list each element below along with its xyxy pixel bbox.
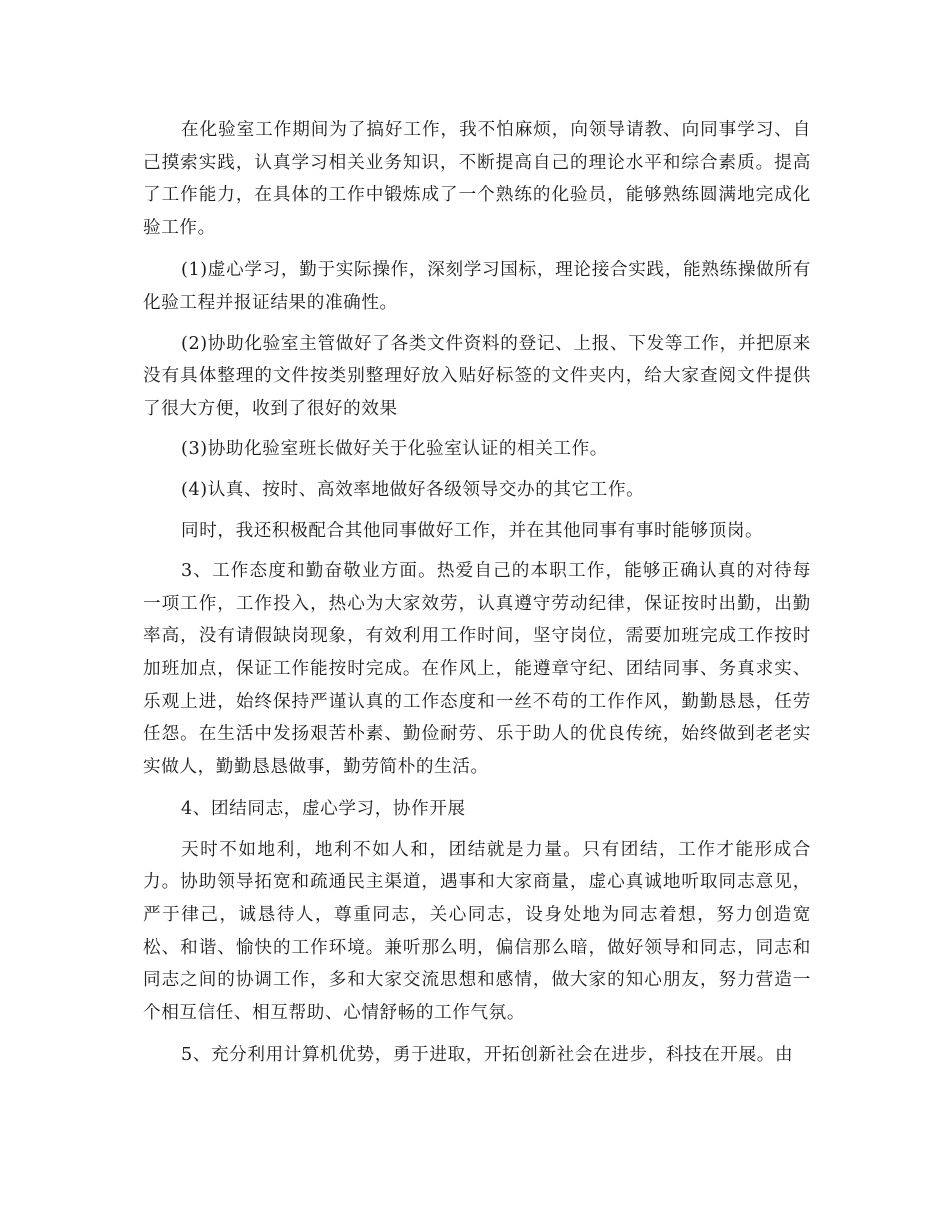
paragraph-section-3-attitude: 3、工作态度和勤奋敬业方面。热爱自己的本职工作，能够正确认真的对待每一项工作，工作投入，热心为大家效劳，认真遵守劳动纪律，保证按时出勤，出勤率高，没有请假缺岗现象，有效利用工作时间，坚守岗位，需要加班完成工作按时加班加点，保证工作能按时完成。在作风上，能遵章守纪、团结同事、务真求实、乐观上进，始终保持严谨认真的工作态度和一丝不苟的工作作风，勤勤恳恳，任劳任怨。在生活中发扬艰苦朴素、勤俭耐劳、乐于助人的优良传统，始终做到老老实实做人，勤勤恳恳做事，勤劳简朴的生活。 — [143, 561, 811, 777]
paragraph-item-4: (4)认真、按时、高效率地做好各级领导交办的其它工作。 — [181, 479, 645, 500]
paragraph-section-4-body: 天时不如地利，地利不如人和，团结就是力量。只有团结，工作才能形成合力。协助领导拓宽和疏通民主渠道，遇事和大家商量，虚心真诚地听取同志意见，严于律己，诚恳待人，尊重同志，关心同志，设身处地为同志着想，努力创造宽松、和谐、愉快的工作环境。兼听那么明，偏信那么暗，做好领导和同志，同志和同志之间的协调工作，多和大家交流思想和感情，做大家的知心朋友，努力营造一个相互信任、相互帮助、心情舒畅的工作气氛。 — [143, 839, 811, 1023]
paragraph-lab-work-intro: 在化验室工作期间为了搞好工作，我不怕麻烦，向领导请教、向同事学习、自己摸索实践，认真学习相关业务知识，不断提高自己的理论水平和综合素质。提高了工作能力，在具体的工作中锻炼成了一个熟练的化验员，能够熟练圆满地完成化验工作。 — [143, 120, 811, 238]
paragraph-item-2: (2)协助化验室主管做好了各类文件资料的登记、上报、下发等工作，并把原来没有具体整理的文件按类别整理好放入贴好标签的文件夹内，给大家查阅文件提供了很大方便，收到了很好的效果 — [143, 333, 811, 419]
paragraph-item-3: (3)协助化验室班长做好关于化验室认证的相关工作。 — [181, 439, 608, 460]
paragraph-section-4-heading: 4、团结同志，虚心学习，协作开展 — [181, 799, 466, 820]
paragraph-cooperation: 同时，我还积极配合其他同事做好工作，并在其他同事有事时能够顶岗。 — [181, 520, 764, 541]
document-body — [143, 114, 811, 1082]
paragraph-section-5: 5、充分利用计算机优势，勇于进取，开拓创新社会在进步，科技在开展。由 — [181, 1045, 794, 1066]
paragraph-item-1: (1)虚心学习，勤于实际操作，深刻学习国标，理论接合实践，能熟练操做所有化验工程并报证结果的准确性。 — [143, 260, 811, 313]
